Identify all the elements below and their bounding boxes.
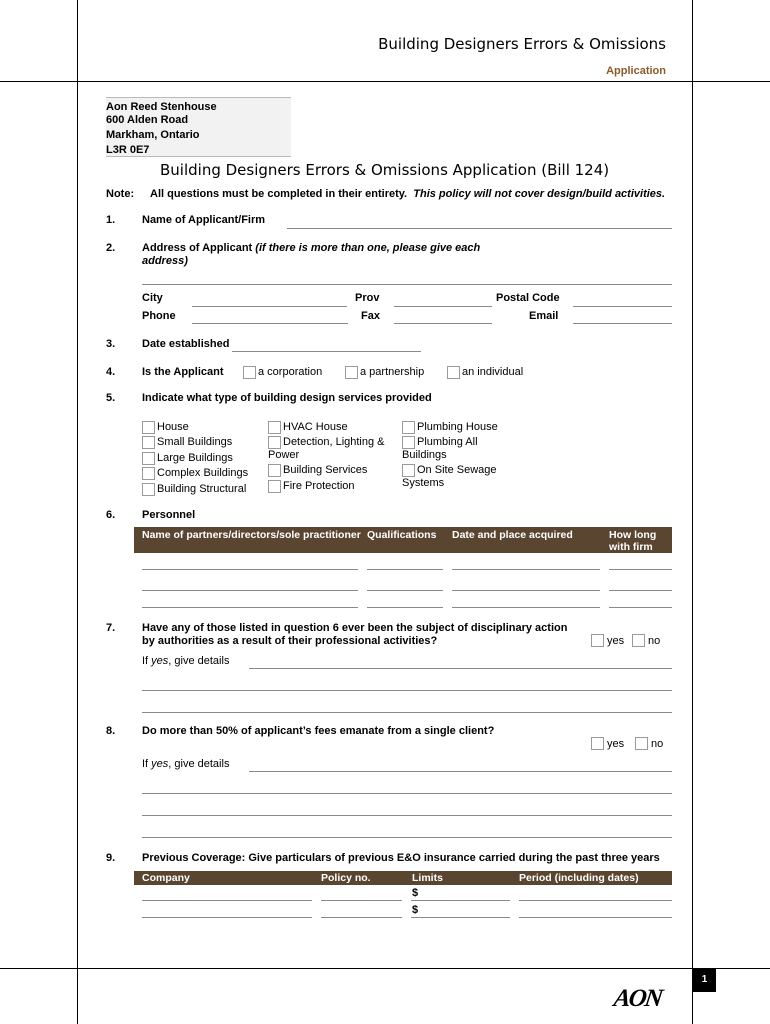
coverage-col-policy: Policy no. bbox=[321, 872, 371, 884]
coverage-company-field[interactable] bbox=[142, 917, 312, 918]
fire-protection-checkbox[interactable] bbox=[268, 480, 281, 493]
hvac-house-checkbox[interactable] bbox=[268, 421, 281, 434]
personnel-date-field[interactable] bbox=[452, 590, 600, 591]
phone-field[interactable] bbox=[192, 323, 348, 324]
currency-symbol: $ bbox=[412, 887, 419, 899]
q5-label: Indicate what type of building design services provided bbox=[142, 392, 432, 404]
note-label: Note: bbox=[106, 188, 135, 200]
applicant-name-field[interactable] bbox=[287, 228, 672, 229]
q9-label: Previous Coverage: Give particulars of previous E&O insurance carried during the past three years bbox=[142, 852, 660, 864]
page-number: 1 bbox=[693, 968, 716, 992]
left-margin-rule bbox=[77, 0, 78, 1024]
note-main: All questions must be completed in their entirety. bbox=[150, 188, 408, 200]
building-services-checkbox[interactable] bbox=[268, 464, 281, 477]
q2-label-main: Address of Applicant bbox=[142, 242, 253, 254]
prov-field[interactable] bbox=[394, 306, 492, 307]
q8-label: Do more than 50% of applicant’s fees emanate from a single client? bbox=[142, 725, 495, 737]
small-buildings-checkbox[interactable] bbox=[142, 436, 155, 449]
phone-label: Phone bbox=[142, 310, 176, 322]
footer-rule bbox=[0, 968, 770, 969]
corporation-option-label: a corporation bbox=[258, 366, 323, 378]
q8-no-label: no bbox=[651, 738, 664, 750]
q2-label bbox=[142, 242, 492, 268]
service-option-label: Detection, Lighting & Power bbox=[268, 436, 385, 461]
aon-logo: AON bbox=[612, 985, 663, 1012]
address-line: Aon Reed Stenhouse bbox=[106, 101, 217, 113]
service-option-label: Small Buildings bbox=[157, 436, 233, 448]
service-option-label: Building Services bbox=[283, 464, 368, 476]
coverage-col-limits: Limits bbox=[412, 872, 443, 884]
coverage-table-header bbox=[134, 871, 672, 885]
house-checkbox[interactable] bbox=[142, 421, 155, 434]
coverage-limits-field[interactable] bbox=[411, 917, 510, 918]
q6-label: Personnel bbox=[142, 509, 196, 521]
prov-label: Prov bbox=[355, 292, 380, 304]
address-block bbox=[106, 97, 291, 157]
q5-number: 5. bbox=[106, 392, 116, 404]
coverage-policy-field[interactable] bbox=[321, 900, 402, 901]
coverage-policy-field[interactable] bbox=[321, 917, 402, 918]
q8-details-field[interactable] bbox=[142, 793, 672, 794]
personnel-col-date: Date and place acquired bbox=[452, 529, 573, 541]
corporation-checkbox[interactable] bbox=[243, 366, 256, 379]
q7-yes-checkbox[interactable] bbox=[591, 634, 604, 647]
q9-number: 9. bbox=[106, 852, 116, 864]
page-header-title: Building Designers Errors & Omissions bbox=[378, 35, 666, 53]
service-option-label: On Site Sewage Systems bbox=[402, 464, 497, 489]
q4-label: Is the Applicant bbox=[142, 366, 224, 378]
service-option-label: House bbox=[157, 421, 189, 433]
complex-buildings-checkbox[interactable] bbox=[142, 467, 155, 480]
q8-details-prefix: If bbox=[142, 758, 152, 770]
service-option-label: Fire Protection bbox=[283, 480, 355, 492]
personnel-table-header bbox=[134, 527, 672, 553]
q7-label: Have any of those listed in question 6 ever been the subject of disciplinary action by authorities as a result of their professional activities? bbox=[142, 622, 568, 647]
partnership-checkbox[interactable] bbox=[345, 366, 358, 379]
service-option-label: Large Buildings bbox=[157, 452, 233, 464]
address-line: L3R 0E7 bbox=[106, 144, 150, 156]
q3-label: Date established bbox=[142, 338, 230, 350]
service-option-label: Plumbing House bbox=[417, 421, 498, 433]
personnel-duration-field[interactable] bbox=[609, 607, 672, 608]
coverage-company-field[interactable] bbox=[142, 900, 312, 901]
q8-details-label bbox=[142, 758, 229, 771]
q7-yes-label: yes bbox=[607, 635, 625, 647]
personnel-name-field[interactable] bbox=[142, 590, 358, 591]
q3-number: 3. bbox=[106, 338, 116, 350]
email-field[interactable] bbox=[573, 323, 672, 324]
q8-details-suffix: , give details bbox=[168, 758, 230, 770]
q8-no-checkbox[interactable] bbox=[635, 737, 648, 750]
q7-no-checkbox[interactable] bbox=[632, 634, 645, 647]
service-option-label: Plumbing All Buildings bbox=[402, 436, 478, 461]
q7-details-label bbox=[142, 655, 229, 668]
fax-field[interactable] bbox=[394, 323, 492, 324]
q7-details-prefix: If bbox=[142, 655, 152, 667]
q8-details-italic: yes bbox=[151, 758, 169, 770]
q2-label-italic: (if there is more than one, please give each address) bbox=[142, 242, 481, 267]
individual-checkbox[interactable] bbox=[447, 366, 460, 379]
large-buildings-checkbox[interactable] bbox=[142, 452, 155, 465]
postal-code-field[interactable] bbox=[573, 306, 672, 307]
q7-details-field[interactable] bbox=[142, 690, 672, 691]
personnel-col-how-long: How long with firm bbox=[609, 529, 657, 553]
coverage-col-company: Company bbox=[142, 872, 190, 884]
q8-details-field[interactable] bbox=[142, 837, 672, 838]
city-label: City bbox=[142, 292, 163, 304]
personnel-col-qualifications: Qualifications bbox=[367, 529, 437, 541]
q6-number: 6. bbox=[106, 509, 116, 521]
coverage-period-field[interactable] bbox=[519, 917, 672, 918]
note-italic: This policy will not cover design/build activities. bbox=[413, 188, 666, 200]
partnership-option-label: a partnership bbox=[360, 366, 425, 378]
coverage-col-period: Period (including dates) bbox=[519, 872, 639, 884]
note-text bbox=[150, 188, 665, 200]
personnel-qual-field[interactable] bbox=[367, 607, 443, 608]
date-established-field[interactable] bbox=[232, 351, 421, 352]
building-structural-checkbox[interactable] bbox=[142, 483, 155, 496]
individual-option-label: an individual bbox=[462, 366, 524, 378]
personnel-date-field[interactable] bbox=[452, 569, 600, 570]
q7-details-field[interactable] bbox=[249, 668, 672, 669]
personnel-name-field[interactable] bbox=[142, 569, 358, 570]
service-option-label: Complex Buildings bbox=[157, 467, 249, 479]
q4-number: 4. bbox=[106, 366, 116, 378]
q8-number: 8. bbox=[106, 725, 116, 737]
personnel-col-name: Name of partners/directors/sole practitioner bbox=[142, 529, 361, 541]
plumbing-house-checkbox[interactable] bbox=[402, 421, 415, 434]
fax-label: Fax bbox=[361, 310, 380, 322]
q7-details-italic: yes bbox=[151, 655, 169, 667]
header-rule bbox=[0, 81, 770, 82]
q8-details-field[interactable] bbox=[249, 771, 672, 772]
personnel-duration-field[interactable] bbox=[609, 569, 672, 570]
form-title: Building Designers Errors & Omissions Application (Bill 124) bbox=[160, 161, 610, 179]
q2-number: 2. bbox=[106, 242, 116, 254]
service-option-label: Building Structural bbox=[157, 483, 247, 495]
q8-yes-checkbox[interactable] bbox=[591, 737, 604, 750]
personnel-qual-field[interactable] bbox=[367, 590, 443, 591]
q1-label: Name of Applicant/Firm bbox=[142, 214, 266, 226]
address-line: Markham, Ontario bbox=[106, 129, 200, 141]
address-line: 600 Alden Road bbox=[106, 114, 189, 126]
q8-details-field[interactable] bbox=[142, 815, 672, 816]
postal-code-label: Postal Code bbox=[496, 292, 560, 304]
coverage-period-field[interactable] bbox=[519, 900, 672, 901]
personnel-date-field[interactable] bbox=[452, 607, 600, 608]
personnel-qual-field[interactable] bbox=[367, 569, 443, 570]
city-field[interactable] bbox=[192, 306, 347, 307]
service-option-label: HVAC House bbox=[283, 421, 348, 433]
right-margin-rule bbox=[692, 0, 693, 1024]
personnel-duration-field[interactable] bbox=[609, 590, 672, 591]
q7-details-field[interactable] bbox=[142, 712, 672, 713]
q1-number: 1. bbox=[106, 214, 116, 226]
coverage-limits-field[interactable] bbox=[411, 900, 510, 901]
q7-number: 7. bbox=[106, 622, 116, 634]
q7-no-label: no bbox=[648, 635, 661, 647]
address-field[interactable] bbox=[142, 284, 672, 285]
q7-details-suffix: , give details bbox=[168, 655, 230, 667]
currency-symbol: $ bbox=[412, 904, 419, 916]
personnel-name-field[interactable] bbox=[142, 607, 358, 608]
page-header-subtitle: Application bbox=[606, 65, 666, 77]
q8-yes-label: yes bbox=[607, 738, 625, 750]
email-label: Email bbox=[529, 310, 559, 322]
